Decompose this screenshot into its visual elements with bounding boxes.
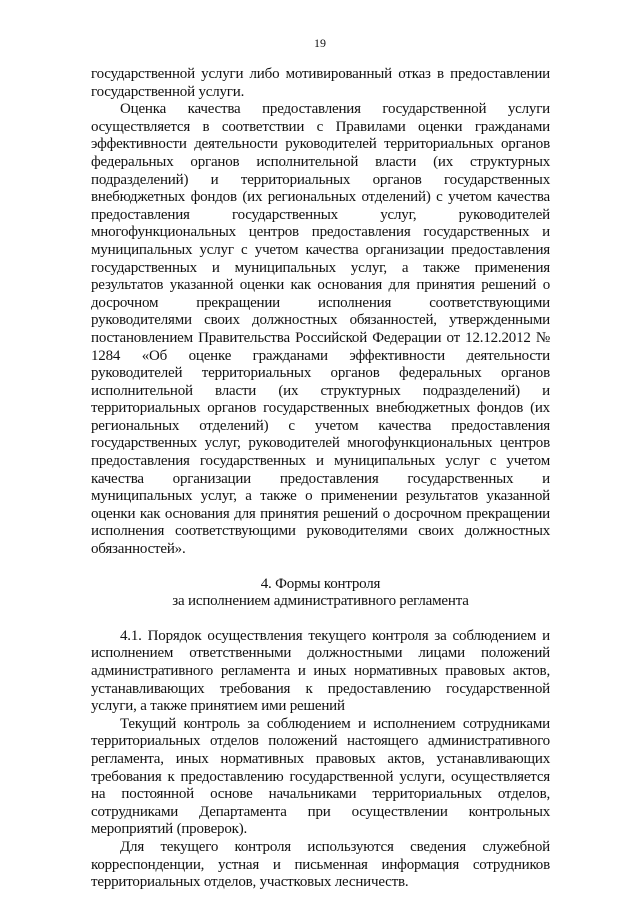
- document-body: [91, 66, 550, 892]
- paragraph-control-sources: Для текущего контроля используются сведения служебной корреспонденции, устная и письменная информация сотрудников территориальных отделов, участковых лесничеств.: [91, 838, 550, 891]
- paragraph-4-1: 4.1. Порядок осуществления текущего контроля за соблюдением и исполнением ответственными должностными лицами положений административного регламента и иных нормативных правовых актов, устанавливающих требования к предоставлению государственной услуги, а также принятием ими решений: [91, 627, 550, 715]
- section-heading-subtitle: за исполнением административного регламента: [172, 593, 469, 610]
- paragraph-continuation: государственной услуги либо мотивированный отказ в предоставлении государственной услуги.: [91, 66, 550, 100]
- page-number: 19: [314, 36, 326, 50]
- section-heading-title: 4. Формы контроля: [260, 575, 381, 592]
- section-heading: [91, 576, 550, 611]
- paragraph-quality-assessment: Оценка качества предоставления государственной услуги осуществляется в соответствии с Правилами оценки гражданами эффективности деятельности руководителей территориальных органов федеральных органов исполнительной власти (их структурных подразделений) и территориальных органов государственных внебюджетных фондов (их региональных отделений) с учетом качества предоставления государственных услуг, руководителей многофункциональных центров предоставления государственных и муниципальных услуг с учетом качества организации предоставления государственных и муниципальных услуг, а также применения результатов указанной оценки как основания для принятия решений о досрочном прекращении исполнения соответствующими руководителями своих должностных обязанностей, утвержденными постановлением Правительства Российской Федерации от 12.12.2012 № 1284 «Об оценке гражданами эффективности деятельности руководителей территориальных органов федеральных органов исполнительной власти (их структурных подразделений) и территориальных органов государственных внебюджетных фондов (их региональных отделений) с учетом качества предоставления государственных услуг, руководителей многофункциональных центров предоставления государственных и муниципальных услуг с учетом качества организации предоставления государственных и муниципальных услуг, а также о применении результатов указанной оценки как основания для принятия решений о досрочном прекращении исполнения соответствующими руководителями своих должностных обязанностей».: [91, 101, 550, 558]
- paragraph-current-control: Текущий контроль за соблюдением и исполнением сотрудниками территориальных отделов положений настоящего административного регламента, иных нормативных правовых актов, устанавливающих требования к предоставлению государственной услуги, осуществляется на постоянной основе начальниками территориальных отделов, сотрудниками Департамента при осуществлении контрольных мероприятий (проверок).: [91, 715, 550, 838]
